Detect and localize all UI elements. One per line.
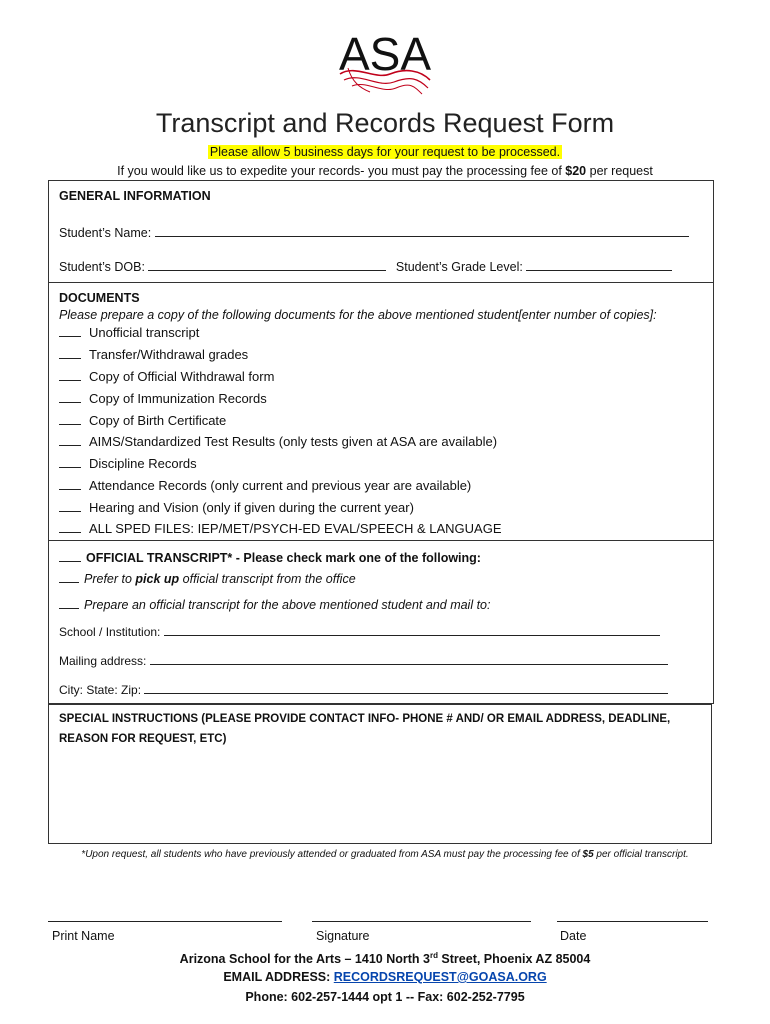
print-name-line[interactable] [48,921,282,922]
school-field[interactable] [164,624,660,636]
document-item [59,347,248,362]
print-name-label: Print Name [52,929,115,943]
expedite-fee: $20 [565,164,587,178]
phone-line: Phone: 602-257-1444 opt 1 -- Fax: 602-252-7795 [245,990,525,1004]
document-label: Transfer/Withdrawal grades [89,347,249,362]
student-dob-label: Student’s DOB: [59,260,145,274]
mail-checkbox[interactable] [59,597,79,609]
document-item [59,413,226,428]
document-item [59,500,414,515]
copies-field[interactable] [59,521,81,533]
pickup-text: Prefer to [84,572,136,586]
copies-field[interactable] [59,391,81,403]
copies-field[interactable] [59,347,81,359]
expedite-text: If you would like us to expedite your records- you must pay the processing fee of [117,164,566,178]
grade-level-label: Student’s Grade Level: [395,260,523,274]
asa-logo [330,22,440,102]
special-instructions-header: SPECIAL INSTRUCTIONS (PLEASE PROVIDE CONTACT INFO- PHONE # AND/ OR EMAIL ADDRESS, DEADLINE, [59,713,671,725]
address-suffix: Street, Phoenix AZ 85004 [437,952,591,967]
expedite-notice [0,164,770,178]
document-item [59,521,502,536]
copies-field[interactable] [59,413,81,425]
asa-logo-icon [330,22,440,102]
copies-field[interactable] [59,478,81,490]
city-row [59,682,668,697]
document-item [59,478,471,493]
document-item [59,456,197,471]
logo-text: ASA [338,28,432,80]
documents-header: DOCUMENTS [59,291,140,305]
pickup-bold: pick up [135,572,180,586]
documents-section [48,282,714,541]
official-transcript-section [48,540,714,704]
grade-level-field[interactable] [526,259,672,271]
student-name-field[interactable] [155,225,689,237]
document-label: AIMS/Standardized Test Results (only tests given at ASA are available) [89,434,498,449]
document-label: Unofficial transcript [89,325,200,340]
date-line[interactable] [557,921,708,922]
document-label: ALL SPED FILES: IEP/MET/PSYCH-ED EVAL/SPEECH & LANGUAGE [89,521,502,536]
signature-label: Signature [316,929,370,943]
document-label: Copy of Immunization Records [89,391,267,406]
pickup-suffix: official transcript from the office [179,572,356,586]
mailing-row [59,653,668,668]
document-item [59,434,497,449]
document-label: Discipline Records [89,456,197,471]
date-label: Date [560,929,587,943]
footnote-text: *Upon request, all students who have previously attended or graduated from ASA must pay the processing fee of [81,849,583,860]
documents-instruction: Please prepare a copy of the following documents for the above mentioned student[enter number of copies]: [59,308,657,322]
page-title: Transcript and Records Request Form [155,108,615,138]
special-instructions-header-2: REASON FOR REQUEST, ETC) [59,733,227,745]
expedite-suffix: per request [586,164,653,178]
document-label: Attendance Records (only current and previous year are available) [89,478,472,493]
mail-option-text: Prepare an official transcript for the above mentioned student and mail to: [84,598,491,612]
document-label: Copy of Birth Certificate [89,413,227,428]
student-name-row [59,225,689,240]
copies-field[interactable] [59,456,81,468]
school-label: School / Institution: [59,625,161,639]
city-label: City: State: Zip: [59,683,142,697]
address-sup: rd [429,951,438,960]
footnote-suffix: per official transcript. [593,849,689,860]
pickup-option [59,571,356,586]
email-link[interactable]: RECORDSREQUEST@GOASA.ORG [333,970,547,984]
email-line [0,970,770,984]
general-info-section [48,180,714,283]
copies-field[interactable] [59,434,81,446]
document-item [59,391,267,406]
copies-field[interactable] [59,500,81,512]
document-label: Copy of Official Withdrawal form [89,369,275,384]
processing-notice [0,145,770,159]
document-item [59,369,274,384]
mail-option [59,597,490,612]
special-instructions-section[interactable] [48,704,712,844]
general-info-header: GENERAL INFORMATION [59,189,211,203]
student-name-label: Student’s Name: [59,226,152,240]
school-row [59,624,660,639]
official-transcript-copies-field[interactable] [59,550,81,562]
footnote-fee: $5 [582,849,594,860]
address-text: Arizona School for the Arts – 1410 North 3 [179,952,430,967]
footnote [0,849,770,860]
document-item [59,325,199,340]
processing-notice-highlight: Please allow 5 business days for your request to be processed. [209,145,561,159]
school-address [0,951,770,966]
city-field[interactable] [144,682,668,694]
document-label: Hearing and Vision (only if given during the current year) [89,500,414,515]
official-transcript-row [59,550,481,565]
student-dob-row [59,259,672,274]
email-label: EMAIL ADDRESS: [223,970,334,984]
signature-line[interactable] [312,921,531,922]
copies-field[interactable] [59,325,81,337]
official-transcript-header: OFFICIAL TRANSCRIPT* - Please check mark one of the following: [86,551,481,565]
copies-field[interactable] [59,369,81,381]
student-dob-field[interactable] [148,259,386,271]
mailing-field[interactable] [150,653,668,665]
mailing-label: Mailing address: [59,654,147,668]
pickup-checkbox[interactable] [59,571,79,583]
